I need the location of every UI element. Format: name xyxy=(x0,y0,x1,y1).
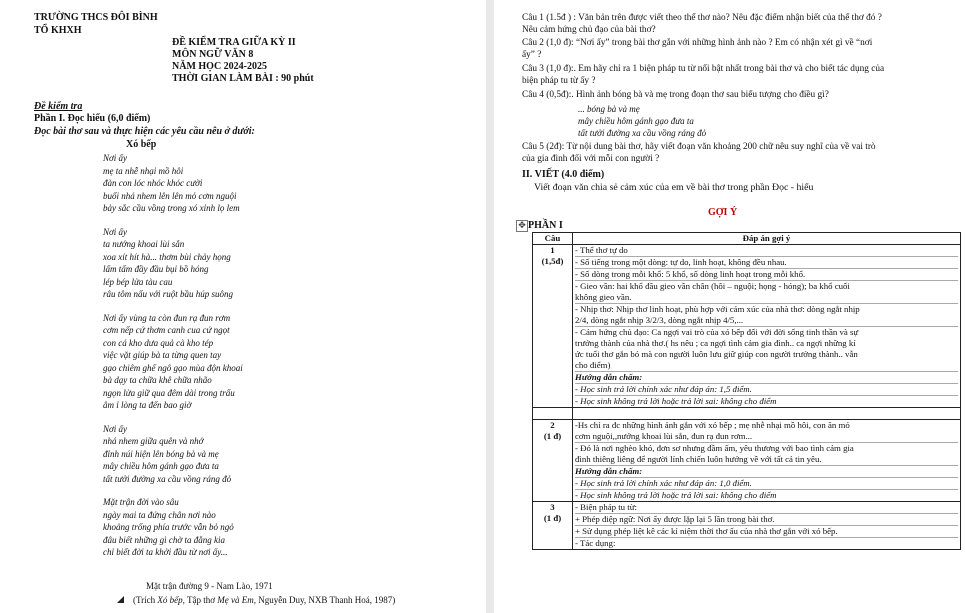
grading-guide-line: - Học sinh trả lời chính xác như đáp án: 1,0 điểm. xyxy=(575,478,958,490)
answer-line: không gieo vần. xyxy=(575,292,958,304)
answer-line: - Cảm hứng chủ đạo: Ca ngợi vai trò của xó bếp đối với đời sống tinh thần và sự xyxy=(575,327,859,337)
poem-line: ta nướng khoai lùi sắn xyxy=(103,239,185,249)
answer-line: trưởng thành của nhà thơ.( hs nêu ; ca ngợi tình cảm gia đình.. ca ngợi những kí xyxy=(575,338,856,348)
poem-line: mẹ ta nhễ nhại mồ hôi xyxy=(103,165,184,176)
grading-guide-label: Hướng dẫn chấm: xyxy=(575,466,958,478)
question-5 xyxy=(522,142,960,165)
exam-year: NĂM HỌC 2024-2025 xyxy=(172,61,267,72)
excerpt-line: tất tưởi đường xa cầu vồng ráng đỏ xyxy=(578,128,707,138)
poem-stanza xyxy=(103,496,243,559)
question-2-text-cont: ấy” ? xyxy=(522,49,542,60)
poem-place: Mặt trận đường 9 - Nam Lào, 1971 xyxy=(146,581,273,591)
poem xyxy=(103,152,243,559)
exam-label: Đề kiểm tra xyxy=(34,101,83,112)
poem-stanza xyxy=(103,423,243,486)
poem-line: Nơi ấy xyxy=(103,153,128,163)
question-4: Câu 4 (0,5đ):. Hình ảnh bóng bà và mẹ trong đoạn thơ sau biểu tượng cho điều gì? xyxy=(522,90,829,100)
answer-line: -Hs chỉ ra đc những hình ảnh gắn với xó bếp ; mẹ nhễ nhại mồ hôi, con ăn mỏ xyxy=(575,420,850,430)
exam-page-right xyxy=(494,0,965,613)
question-3-text: Câu 3 (1,0 đ):. Em hãy chỉ ra 1 biện pháp tu từ nổi bật nhất trong bài thơ và cho biết tác dụng của xyxy=(522,64,885,74)
question-number: 3 xyxy=(550,502,555,512)
question-number: 2 xyxy=(550,420,555,430)
answer-line: - Số tiếng trong một dòng: tự do, linh hoạt, không đều nhau. xyxy=(575,257,958,269)
excerpt-line: ... bóng bà và mẹ xyxy=(578,104,640,114)
header-question: Câu xyxy=(533,233,573,245)
exam-title: ĐỀ KIỂM TRA GIỮA KỲ II xyxy=(172,37,296,48)
poem-line: con cá kho dưa quả cà kho tép xyxy=(103,337,214,348)
poem-line: chỉ biết đời ta khởi đầu từ nơi ấy... xyxy=(103,547,228,557)
poem-line: đâu biết những gì chờ ta đằng kia xyxy=(103,534,225,545)
question-5-text-cont: của gia đình đối với mỗi con người ? xyxy=(522,153,660,164)
question-points: (1 đ) xyxy=(543,431,562,441)
table-row xyxy=(533,245,961,408)
question-2-text: Câu 2 (1,0 đ): “Nơi ấy” trong bài thơ gắn với những hình ảnh nào ? Em có nhận xét gì về “nơi xyxy=(522,38,873,48)
poem-line: tất tưởi đường xa cầu vồng ráng đỏ xyxy=(103,473,232,484)
poem-line: ngày mai ta đứng chân nơi nào xyxy=(103,509,216,520)
poem-line: cơm nếp cứ thơm canh cua cứ ngọt xyxy=(103,325,230,335)
table-row-spacer xyxy=(533,408,961,420)
answer-line: - Số dòng trong mỗi khổ: 5 khổ, số dòng linh hoạt trong mỗi khổ. xyxy=(575,269,958,281)
poem-line: gạo chiêm ghế ngô gạo mùa độn khoai xyxy=(103,362,243,373)
exam-subject: MÔN NGỮ VĂN 8 xyxy=(172,49,254,60)
source-title: Xó bếp xyxy=(157,595,183,605)
poem-line: Mặt trận đời vào sâu xyxy=(103,497,179,507)
poem-line: nhá nhem giữa quên và nhớ xyxy=(103,436,204,446)
poem-line: lấm tấm đầy đầu bụi bồ hóng xyxy=(103,264,209,274)
answer-line: - Gieo vần: hai khổ đầu gieo vần chân (hôi – nguội; họng - hóng); ba khổ cuối xyxy=(575,281,850,291)
answer-part-heading: PHẦN I xyxy=(528,220,563,231)
header-answer: Đáp án gợi ý xyxy=(573,233,961,245)
question-number-cell xyxy=(533,502,573,550)
poem-line: âm ỉ lòng ta đến bao giờ xyxy=(103,400,192,410)
poem-source xyxy=(133,595,395,605)
poem-line: bà dạy ta chữa khê chữa nhão xyxy=(103,375,212,385)
grading-guide-line: - Học sinh trả lời chính xác như đáp án: 1,5 điểm. xyxy=(575,384,958,396)
grading-guide-label: Hướng dẫn chấm: xyxy=(575,372,958,384)
poem-line: râu tôm nấu với ruột bầu húp suông xyxy=(103,289,234,299)
answer-cell xyxy=(573,245,961,408)
question-number: 1 xyxy=(550,245,555,255)
poem-line: buổi nhá nhem lên lên mỏ cơm nguội xyxy=(103,190,237,201)
school-name: TRƯỜNG THCS ĐÔI BÌNH xyxy=(34,12,158,23)
question-2 xyxy=(522,38,960,61)
table-header-row xyxy=(533,233,961,245)
question-5-text: Câu 5 (2đ): Từ nội dung bài thơ, hãy viết đoạn văn khoảng 200 chữ nêu suy nghĩ của về vai trò xyxy=(522,142,876,152)
answer-line: + Phép điệp ngữ: Nơi ấy được lặp lại 5 lần trong bài thơ. xyxy=(575,514,958,526)
instruction: Đọc bài thơ sau và thực hiện các yêu cầu nêu ở dưới: xyxy=(34,126,255,137)
answer-line: 2/4, dòng ngắt nhịp 3/2/3, dòng ngắt nhịp 4/5,... xyxy=(575,315,958,327)
question-4-excerpt xyxy=(578,103,706,139)
poem-stanza xyxy=(103,312,243,412)
answer-cell xyxy=(573,502,961,550)
question-3 xyxy=(522,64,960,87)
answer-line: - Đó là nơi nghèo khó, đơn sơ nhưng đầm ấm, yêu thương với bao tình cảm gia xyxy=(575,443,854,453)
question-1-text-cont: Nêu cảm hứng chủ đạo của bài thơ? xyxy=(522,24,656,35)
triangle-marker-icon xyxy=(117,596,124,603)
grading-guide-line: - Học sinh không trả lời hoặc trả lời sai: không cho điểm xyxy=(575,396,777,406)
writing-task: Viết đoạn văn chia sẻ cảm xúc của em về bài thơ trong phần Đọc - hiểu xyxy=(534,182,814,193)
answer-line: cơm nguội,,nướng khoai lùi sắn, đun rạ đun rơm... xyxy=(575,431,958,443)
answer-line: cho điểm) xyxy=(575,360,958,372)
question-number-cell xyxy=(533,420,573,502)
poem-line: đàn con lóc nhóc khóc cười xyxy=(103,178,203,188)
answer-table xyxy=(532,232,961,550)
table-row xyxy=(533,502,961,550)
answer-line: - Thể thơ tự do xyxy=(575,245,958,257)
answer-line: - Nhịp thơ: Nhịp thơ linh hoạt, phù hợp với cảm xúc của nhà thơ: dòng ngắt nhịp xyxy=(575,304,860,314)
poem-line: xoa xít hít hà... thơm bùi chảy họng xyxy=(103,251,231,262)
table-row xyxy=(533,420,961,502)
source-prefix: (Trích xyxy=(133,595,158,605)
answer-key-title: GỢI Ý xyxy=(708,207,738,218)
part1-heading: Phần I. Đọc hiểu (6,0 điểm) xyxy=(34,113,151,124)
answer-line: ức tuổi thơ gắn bó mà con người luôn lưu giữ giúp con người trưởng thành.. vẫn xyxy=(575,349,858,359)
source-suffix: , Nguyễn Duy, NXB Thanh Hoá, 1987) xyxy=(253,595,396,605)
source-mid: , Tập thơ xyxy=(182,595,218,605)
poem-line: đỉnh núi hiện lên bóng bà và mẹ xyxy=(103,448,219,459)
poem-line: khoảng trống phía trước vẫn bỏ ngỏ xyxy=(103,522,234,532)
answer-line: đình thiêng liêng để người lính chiến luôn hướng về với tất cả tin yêu. xyxy=(575,454,958,466)
excerpt-line: mây chiều hôm gánh gạo đưa ta xyxy=(578,116,694,126)
poem-line: Nơi ấy xyxy=(103,423,128,434)
source-collection: Mẹ và Em xyxy=(217,595,254,605)
poem-line: mây chiều hôm gánh gạo đưa ta xyxy=(103,461,219,471)
exam-time: THỜI GIAN LÀM BÀI : 90 phút xyxy=(172,73,314,84)
move-handle-icon[interactable]: ✥ xyxy=(516,220,528,232)
poem-title: Xó bếp xyxy=(126,139,157,150)
question-points: (1,5đ) xyxy=(541,256,564,266)
question-points: (1 đ) xyxy=(543,513,562,523)
answer-cell xyxy=(573,420,961,502)
poem-line: lép bép lửa tàu cau xyxy=(103,276,173,287)
part2-heading: II. VIẾT (4.0 điểm) xyxy=(522,169,605,180)
poem-line: Nơi ấy vùng ta còn đun rạ đun rơm xyxy=(103,312,231,323)
question-number-cell xyxy=(533,245,573,408)
poem-line: bảy sắc cầu vồng trong xó xỉnh lọ lem xyxy=(103,203,240,213)
poem-stanza xyxy=(103,226,243,301)
answer-line: - Tác dụng: xyxy=(575,538,616,548)
grading-guide-line: - Học sinh không trả lời hoặc trả lời sai: không cho điểm xyxy=(575,490,777,500)
question-1-text: Câu 1 (1.5đ ) : Văn bản trên được viết theo thể thơ nào? Nêu đặc điểm nhận biết của thể thơ đó ? xyxy=(522,13,882,23)
question-3-text-cont: biện pháp tu từ ấy ? xyxy=(522,75,596,86)
answer-line: + Sử dụng phép liệt kê các kỉ niệm thời thơ ấu của nhà thơ gắn với xó bếp. xyxy=(575,526,958,538)
poem-line: Nơi ấy xyxy=(103,226,128,237)
spacer-cell xyxy=(533,408,573,420)
poem-line: ngọn lửa giữ qua đêm dài trong trấu xyxy=(103,387,235,398)
poem-stanza xyxy=(103,152,243,215)
spacer-cell xyxy=(573,408,961,420)
answer-line: - Biện pháp tu từ: xyxy=(575,502,958,514)
group-name: TỔ KHXH xyxy=(34,25,82,36)
poem-line: việc vặt giúp bà ta từng quen tay xyxy=(103,350,222,360)
question-1 xyxy=(522,13,960,36)
